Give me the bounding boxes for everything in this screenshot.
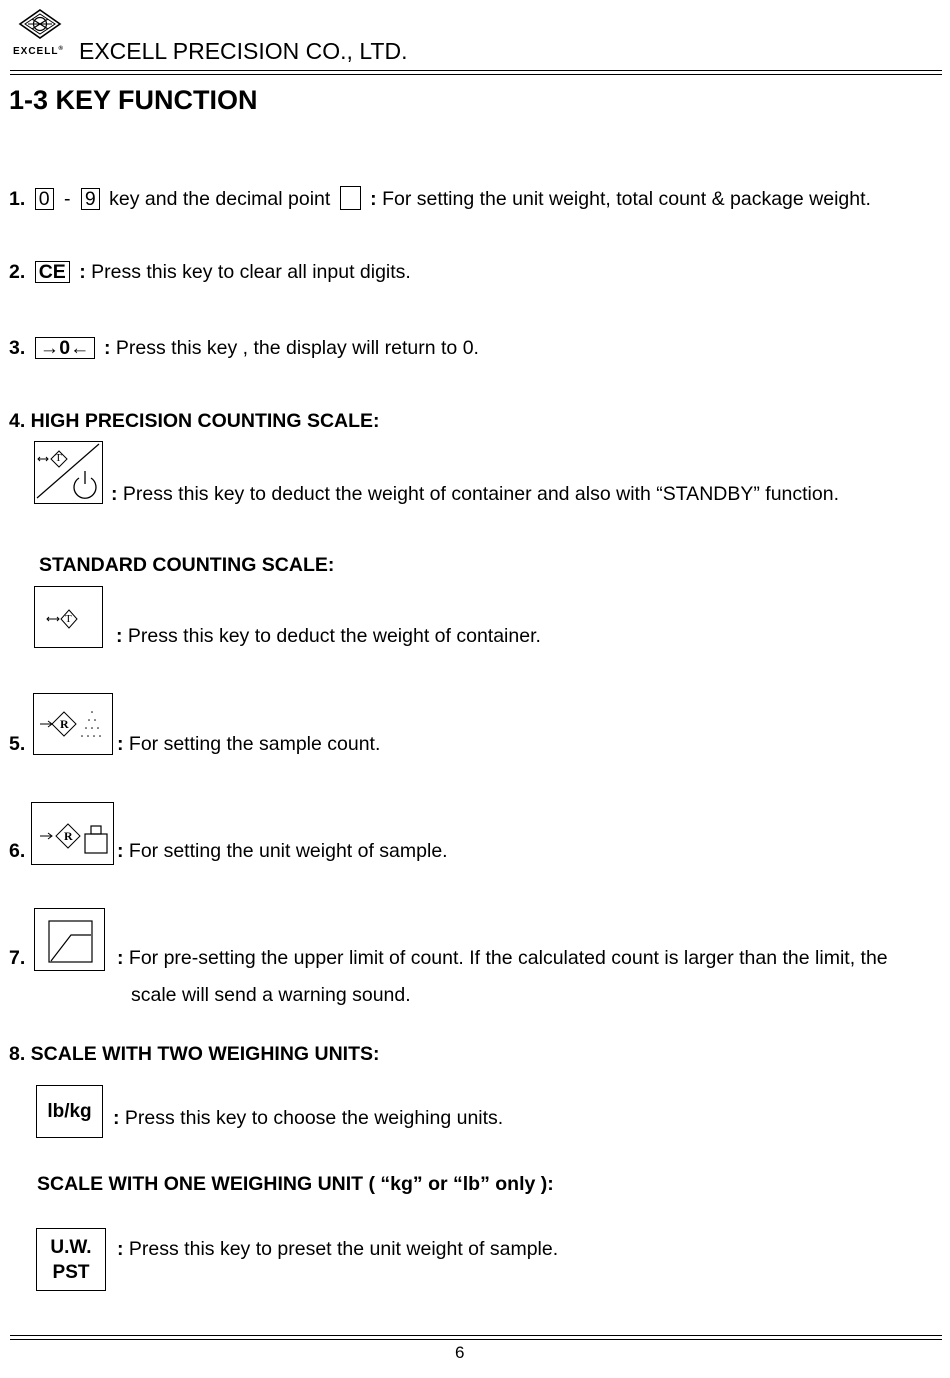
unit-weight-preset-key bbox=[36, 1228, 106, 1291]
item-5-number: 5. bbox=[9, 733, 26, 755]
item-text-a: key and the decimal point bbox=[109, 188, 331, 210]
dots-icon bbox=[81, 711, 101, 737]
item-number: 1. bbox=[9, 188, 26, 210]
item-colon: : bbox=[111, 483, 118, 505]
item-text-b: For setting the unit weight, total count & package weight. bbox=[382, 188, 871, 210]
item-4-desc bbox=[111, 482, 839, 506]
item-5-desc bbox=[117, 732, 380, 756]
sample-letter: R bbox=[64, 829, 73, 843]
decimal-point-key bbox=[340, 186, 361, 210]
one-unit-heading: SCALE WITH ONE WEIGHING UNIT ( “kg” or “lb” only ): bbox=[37, 1173, 554, 1195]
item-colon: : bbox=[113, 1107, 120, 1129]
tare-letter: T bbox=[55, 452, 62, 464]
item-7-desc-line2: scale will send a warning sound. bbox=[131, 984, 411, 1006]
sample-count-key bbox=[33, 693, 113, 755]
header-rule-bottom bbox=[10, 74, 942, 75]
key-9: 9 bbox=[81, 188, 100, 210]
item-7-desc bbox=[117, 946, 888, 970]
key-0: 0 bbox=[35, 188, 54, 210]
tare-key bbox=[34, 586, 103, 648]
key-zero-return bbox=[35, 337, 95, 359]
item-3 bbox=[9, 336, 479, 360]
item-8-desc bbox=[113, 1106, 503, 1130]
key-label: lb/kg bbox=[47, 1100, 92, 1122]
item-8-heading: 8. SCALE WITH TWO WEIGHING UNITS: bbox=[9, 1043, 380, 1065]
item-text: Press this key to deduct the weight of container. bbox=[127, 625, 541, 647]
key-label-line2: PST bbox=[52, 1261, 90, 1283]
item-colon: : bbox=[117, 1238, 124, 1260]
item-text: Press this key to deduct the weight of container and also with “STANDBY” function. bbox=[122, 483, 839, 505]
item-text: Press this key to clear all input digits. bbox=[91, 261, 411, 283]
item-number: 2. bbox=[9, 261, 26, 283]
item-7-number: 7. bbox=[9, 947, 26, 969]
arrow-left-icon: ← bbox=[70, 337, 90, 359]
preset-desc bbox=[117, 1237, 558, 1261]
item-text-line1: For pre-setting the upper limit of count. If the calculated count is larger than the limit, the bbox=[128, 947, 888, 969]
item-text: Press this key to choose the weighing units. bbox=[124, 1107, 504, 1129]
item-text: For setting the sample count. bbox=[128, 733, 381, 755]
key-label-line1: U.W. bbox=[50, 1236, 92, 1258]
registered-mark: ® bbox=[58, 46, 64, 52]
company-name: EXCELL PRECISION CO., LTD. bbox=[79, 38, 408, 64]
standard-scale-heading: STANDARD COUNTING SCALE: bbox=[39, 554, 335, 576]
item-colon: : bbox=[117, 840, 124, 862]
tare-letter: T bbox=[65, 613, 72, 625]
page-title: 1-3 KEY FUNCTION bbox=[9, 85, 258, 115]
sample-letter: R bbox=[60, 717, 69, 731]
item-text: For setting the unit weight of sample. bbox=[128, 840, 448, 862]
key-range-dash: - bbox=[63, 188, 71, 210]
logo-text bbox=[13, 46, 64, 57]
item-4-heading: 4. HIGH PRECISION COUNTING SCALE: bbox=[9, 410, 380, 432]
tare-standby-key bbox=[34, 441, 103, 504]
item-6-number: 6. bbox=[9, 840, 26, 862]
item-colon: : bbox=[370, 188, 377, 210]
limit-curve-icon bbox=[51, 935, 91, 961]
footer-rule-top bbox=[10, 1335, 942, 1336]
page-number: 6 bbox=[455, 1343, 465, 1362]
item-number: 3. bbox=[9, 337, 26, 359]
unit-switch-key bbox=[36, 1085, 103, 1138]
item-colon: : bbox=[103, 337, 111, 359]
upper-limit-key bbox=[34, 908, 105, 971]
logo-wordmark: EXCELL bbox=[13, 46, 59, 57]
item-text: Press this key to preset the unit weight of sample. bbox=[128, 1238, 559, 1260]
item-colon: : bbox=[79, 261, 86, 283]
item-6-desc bbox=[117, 839, 448, 863]
diagonal-divider bbox=[37, 444, 99, 498]
footer-rule-bottom bbox=[10, 1339, 942, 1340]
key-ce: CE bbox=[35, 261, 70, 283]
arrow-right-icon: → bbox=[39, 337, 60, 359]
item-1 bbox=[9, 186, 871, 211]
item-2 bbox=[9, 260, 411, 284]
item-colon: : bbox=[117, 733, 124, 755]
item-text: Press this key , the display will return to 0. bbox=[115, 337, 479, 359]
standard-tare-desc bbox=[116, 624, 541, 648]
zero-label: 0 bbox=[59, 337, 71, 359]
item-colon: : bbox=[117, 947, 124, 969]
weight-icon bbox=[85, 826, 107, 853]
unit-weight-key bbox=[31, 802, 114, 865]
item-colon: : bbox=[116, 625, 123, 647]
header-rule-top bbox=[10, 70, 942, 71]
